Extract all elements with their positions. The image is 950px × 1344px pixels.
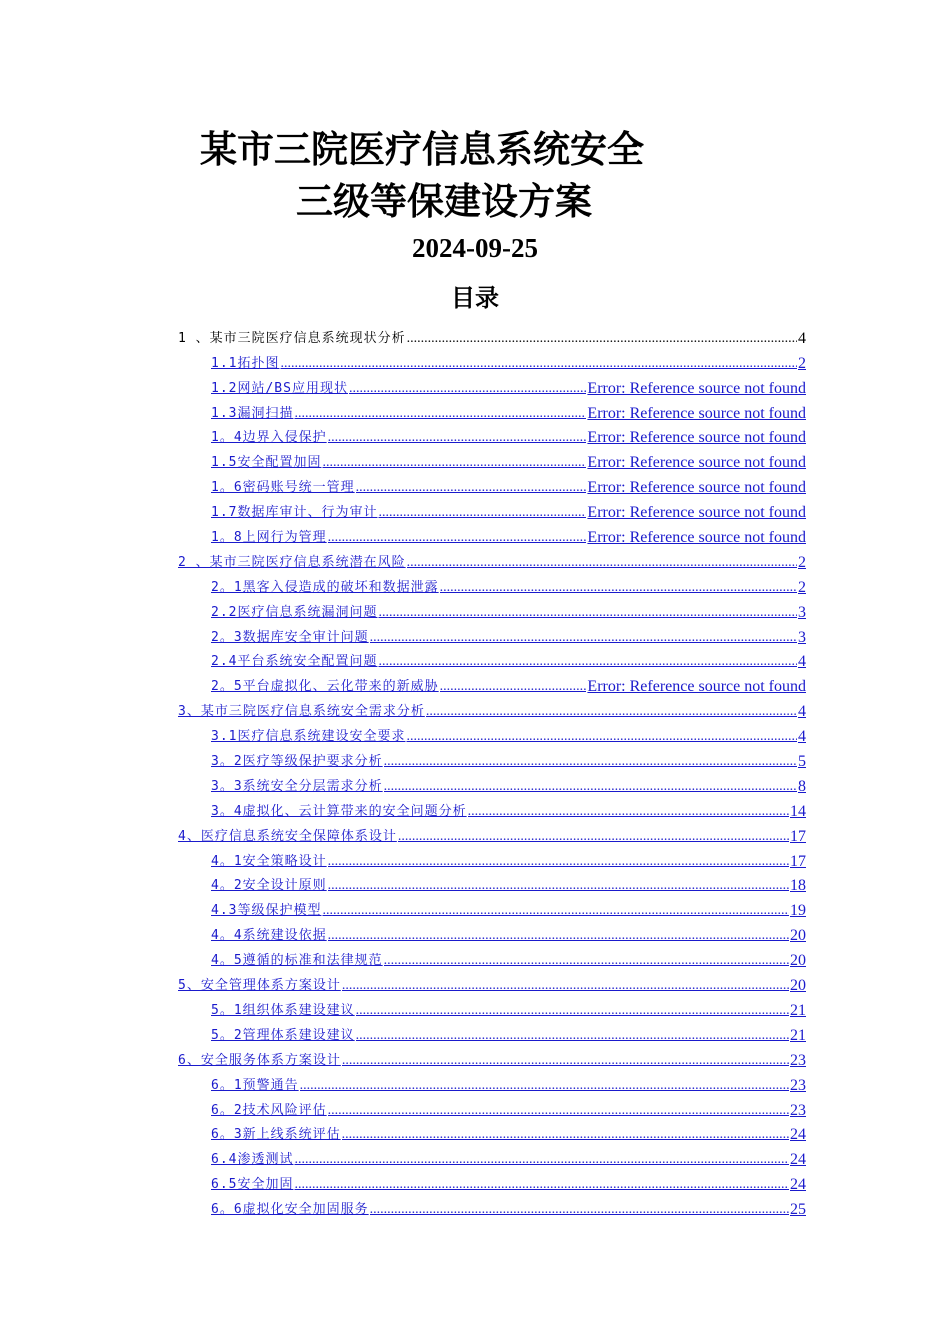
toc-entry-label: 3。4虚拟化、云计算带来的安全问题分析 bbox=[211, 803, 467, 819]
toc-dot-leader bbox=[378, 504, 586, 522]
toc-entry-label: 4.3等级保护模型 bbox=[211, 903, 322, 919]
toc-entry-page: 24 bbox=[790, 1176, 806, 1194]
toc-entry[interactable] bbox=[0, 871, 950, 896]
toc-entry-label: 2.2医疗信息系统漏洞问题 bbox=[211, 604, 378, 620]
toc-dot-leader bbox=[349, 380, 586, 398]
toc-entry-label: 2。1黑客入侵造成的破坏和数据泄露 bbox=[211, 579, 439, 595]
toc-dot-leader bbox=[300, 1077, 789, 1095]
toc-entry-label: 1.3漏洞扫描 bbox=[211, 405, 294, 421]
toc-entry-label: 6。2技术风险评估 bbox=[211, 1102, 327, 1118]
toc-entry[interactable] bbox=[0, 1120, 950, 1145]
toc-entry-page: 3 bbox=[798, 628, 806, 646]
toc-entry-page: Error: Reference source not found bbox=[587, 529, 806, 547]
toc-entry-label: 2 、某市三院医疗信息系统潜在风险 bbox=[178, 554, 406, 570]
toc-dot-leader bbox=[378, 653, 797, 671]
toc-entry[interactable] bbox=[0, 696, 950, 721]
document-title-line-2: 三级等保建设方案 bbox=[296, 180, 592, 223]
toc-entry-page: 21 bbox=[790, 1001, 806, 1019]
toc-entry-page: 4 bbox=[798, 329, 806, 347]
toc-entry[interactable] bbox=[0, 597, 950, 622]
toc-entry-page: 8 bbox=[798, 777, 806, 795]
toc-entry-label: 1.5安全配置加固 bbox=[211, 455, 322, 471]
toc-entry-label: 6。6虚拟化安全加固服务 bbox=[211, 1202, 369, 1218]
toc-entry-page: 4 bbox=[798, 728, 806, 746]
toc-entry[interactable] bbox=[0, 846, 950, 871]
toc-entry[interactable] bbox=[0, 1045, 950, 1070]
toc-entry-page: Error: Reference source not found bbox=[587, 454, 806, 472]
toc-dot-leader bbox=[328, 1102, 789, 1120]
toc-dot-leader bbox=[370, 629, 797, 647]
toc-entry[interactable] bbox=[0, 1144, 950, 1169]
toc-entry[interactable] bbox=[0, 622, 950, 647]
toc-entry[interactable] bbox=[0, 746, 950, 771]
toc-entry-label: 6.4渗透测试 bbox=[211, 1152, 294, 1168]
toc-entry-page: 2 bbox=[798, 578, 806, 596]
toc-entry-page: 20 bbox=[790, 952, 806, 970]
toc-dot-leader bbox=[322, 902, 789, 920]
toc-entry[interactable] bbox=[0, 1194, 950, 1219]
toc-entry[interactable] bbox=[0, 920, 950, 945]
document-title-line-1: 某市三院医疗信息系统安全 bbox=[200, 128, 644, 171]
toc-entry-label: 4。2安全设计原则 bbox=[211, 878, 327, 894]
toc-entry[interactable] bbox=[0, 423, 950, 448]
toc-entry-page: Error: Reference source not found bbox=[587, 479, 806, 497]
toc-entry-label: 1。4边界入侵保护 bbox=[211, 430, 327, 446]
toc-entry[interactable] bbox=[0, 647, 950, 672]
toc-entry-page: Error: Reference source not found bbox=[587, 379, 806, 397]
toc-dot-leader bbox=[378, 604, 797, 622]
toc-entry-page: Error: Reference source not found bbox=[587, 504, 806, 522]
toc-entry-label: 1 、某市三院医疗信息系统现状分析 bbox=[178, 330, 406, 346]
toc-dot-leader bbox=[407, 554, 797, 572]
toc-entry[interactable] bbox=[0, 771, 950, 796]
toc-dot-leader bbox=[370, 1201, 789, 1219]
toc-entry[interactable] bbox=[0, 1095, 950, 1120]
toc-entry-page: 25 bbox=[790, 1201, 806, 1219]
toc-dot-leader bbox=[384, 952, 789, 970]
toc-entry[interactable] bbox=[0, 796, 950, 821]
toc-entry-label: 3.1医疗信息系统建设安全要求 bbox=[211, 729, 406, 745]
toc-dot-leader bbox=[407, 330, 797, 348]
toc-dot-leader bbox=[356, 479, 587, 497]
toc-entry[interactable] bbox=[0, 373, 950, 398]
toc-entry[interactable] bbox=[0, 447, 950, 472]
toc-entry-label: 6.5安全加固 bbox=[211, 1177, 294, 1193]
toc-entry-label: 4。4系统建设依据 bbox=[211, 928, 327, 944]
toc-entry[interactable] bbox=[0, 671, 950, 696]
toc-entry-page: 24 bbox=[790, 1126, 806, 1144]
toc-entry-page: 20 bbox=[790, 977, 806, 995]
toc-entry-label: 1。6密码账号统一管理 bbox=[211, 480, 355, 496]
toc-dot-leader bbox=[384, 753, 797, 771]
toc-entry-label: 1.1拓扑图 bbox=[211, 355, 280, 371]
toc-dot-leader bbox=[294, 1151, 789, 1169]
toc-dot-leader bbox=[294, 1176, 789, 1194]
toc-entry-page: Error: Reference source not found bbox=[587, 404, 806, 422]
toc-dot-leader bbox=[328, 927, 789, 945]
toc-entry[interactable] bbox=[0, 970, 950, 995]
toc-entry-page: 2 bbox=[798, 354, 806, 372]
toc-entry-page: Error: Reference source not found bbox=[587, 429, 806, 447]
toc-entry-label: 1.7数据库审计、行为审计 bbox=[211, 505, 378, 521]
toc-dot-leader bbox=[440, 579, 797, 597]
toc-entry[interactable] bbox=[0, 497, 950, 522]
toc-entry-label: 2。3数据库安全审计问题 bbox=[211, 629, 369, 645]
toc-dot-leader bbox=[356, 1002, 789, 1020]
toc-entry[interactable] bbox=[0, 1169, 950, 1194]
toc-heading: 目录 bbox=[451, 284, 499, 312]
toc-dot-leader bbox=[440, 678, 587, 696]
toc-entry-page: 24 bbox=[790, 1151, 806, 1169]
toc-dot-leader bbox=[328, 529, 587, 547]
toc-entry-page: Error: Reference source not found bbox=[587, 678, 806, 696]
toc-dot-leader bbox=[342, 977, 789, 995]
toc-dot-leader bbox=[406, 728, 797, 746]
toc-entry-label: 6。1预警通告 bbox=[211, 1077, 299, 1093]
toc-entry[interactable] bbox=[0, 472, 950, 497]
toc-dot-leader bbox=[426, 703, 797, 721]
toc-dot-leader bbox=[468, 803, 789, 821]
toc-entry-label: 3。3系统安全分层需求分析 bbox=[211, 778, 383, 794]
toc-entry-page: 23 bbox=[790, 1076, 806, 1094]
toc-dot-leader bbox=[384, 778, 797, 796]
toc-entry-page: 5 bbox=[798, 753, 806, 771]
toc-entry-label: 2。5平台虚拟化、云化带来的新威胁 bbox=[211, 679, 439, 695]
toc-dot-leader bbox=[356, 1027, 789, 1045]
toc-entry-label: 4。1安全策略设计 bbox=[211, 853, 327, 869]
toc-entry[interactable] bbox=[0, 522, 950, 547]
toc-entry-label: 1.2网站/BS应用现状 bbox=[211, 380, 348, 396]
toc-entry-label: 5。2管理体系建设建议 bbox=[211, 1027, 355, 1043]
toc-entry-page: 20 bbox=[790, 927, 806, 945]
toc-dot-leader bbox=[280, 355, 797, 373]
toc-entry-label: 6。3新上线系统评估 bbox=[211, 1127, 341, 1143]
toc-entry[interactable] bbox=[0, 995, 950, 1020]
toc-entry[interactable] bbox=[0, 572, 950, 597]
document-date: 2024-09-25 bbox=[412, 233, 538, 263]
toc-entry-label: 6、安全服务体系方案设计 bbox=[178, 1052, 341, 1068]
toc-entry-page: 4 bbox=[798, 703, 806, 721]
toc-entry-label: 3、某市三院医疗信息系统安全需求分析 bbox=[178, 704, 425, 720]
toc-entry-page: 14 bbox=[790, 802, 806, 820]
toc-dot-leader bbox=[328, 853, 789, 871]
toc-dot-leader bbox=[322, 454, 586, 472]
toc-entry-label: 4、医疗信息系统安全保障体系设计 bbox=[178, 828, 397, 844]
toc-dot-leader bbox=[342, 1052, 789, 1070]
toc-entry-page: 23 bbox=[790, 1051, 806, 1069]
toc-entry-page: 17 bbox=[790, 852, 806, 870]
toc-entry[interactable] bbox=[0, 945, 950, 970]
toc-dot-leader bbox=[328, 429, 587, 447]
toc-dot-leader bbox=[294, 405, 586, 423]
toc-entry-label: 5。1组织体系建设建议 bbox=[211, 1002, 355, 1018]
toc-dot-leader bbox=[398, 828, 789, 846]
toc-entry-page: 23 bbox=[790, 1101, 806, 1119]
table-of-contents bbox=[0, 323, 950, 1219]
toc-entry-page: 17 bbox=[790, 827, 806, 845]
toc-entry-page: 3 bbox=[798, 603, 806, 621]
toc-entry-label: 1。8上网行为管理 bbox=[211, 530, 327, 546]
toc-entry-page: 18 bbox=[790, 877, 806, 895]
toc-dot-leader bbox=[342, 1126, 789, 1144]
toc-entry[interactable] bbox=[0, 1020, 950, 1045]
toc-entry[interactable] bbox=[0, 895, 950, 920]
toc-entry[interactable] bbox=[0, 821, 950, 846]
toc-entry bbox=[0, 323, 950, 348]
toc-entry-page: 21 bbox=[790, 1026, 806, 1044]
toc-entry[interactable] bbox=[0, 1070, 950, 1095]
toc-entry-page: 19 bbox=[790, 902, 806, 920]
toc-entry-label: 4。5遵循的标准和法律规范 bbox=[211, 953, 383, 969]
toc-entry-label: 3。2医疗等级保护要求分析 bbox=[211, 754, 383, 770]
toc-dot-leader bbox=[328, 877, 789, 895]
toc-entry[interactable] bbox=[0, 721, 950, 746]
toc-entry-page: 2 bbox=[798, 553, 806, 571]
toc-entry[interactable] bbox=[0, 398, 950, 423]
toc-entry-label: 5、安全管理体系方案设计 bbox=[178, 978, 341, 994]
toc-entry-page: 4 bbox=[798, 653, 806, 671]
toc-entry-label: 2.4平台系统安全配置问题 bbox=[211, 654, 378, 670]
toc-entry[interactable] bbox=[0, 348, 950, 373]
toc-entry[interactable] bbox=[0, 547, 950, 572]
